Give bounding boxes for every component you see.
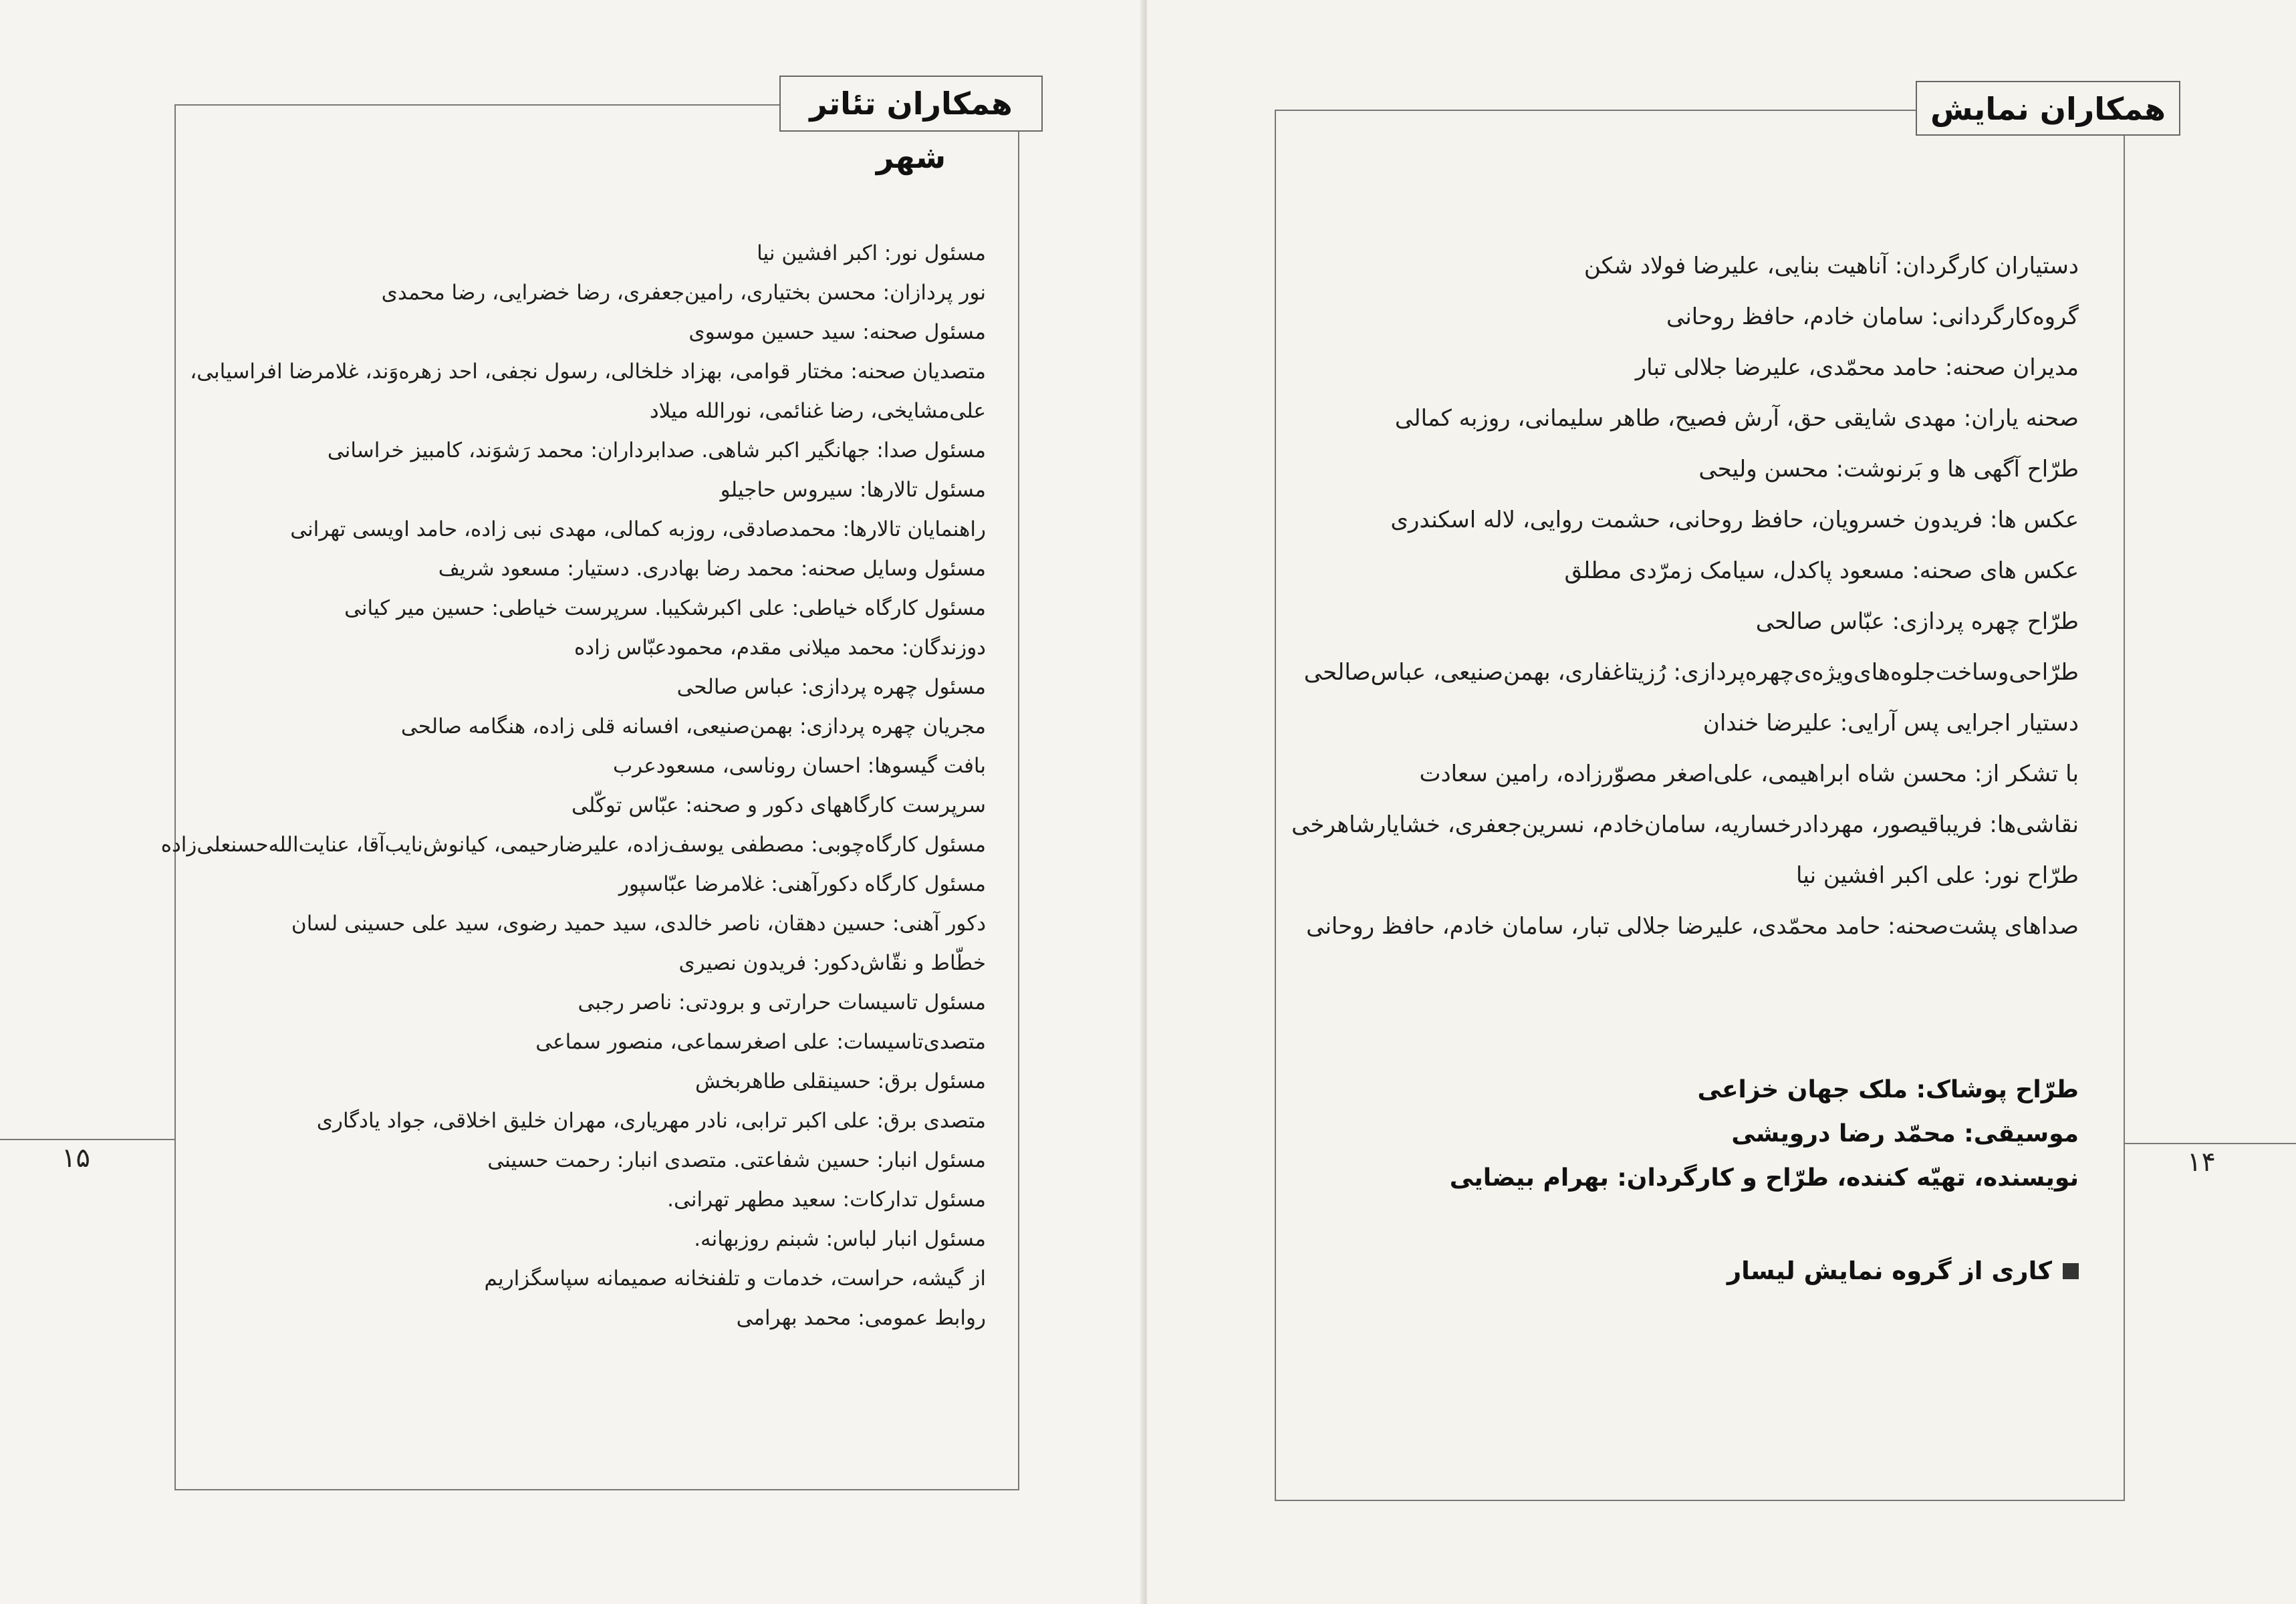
credit-line: مسئول نور: اکبر افشین نیا (757, 241, 986, 265)
credit-line: مسئول صدا: جهانگیر اکبر شاهی. صدابرداران: محمد رَشوَند، کامبیز خراسانی (327, 438, 986, 462)
credit-line: گروه‌کارگردانی: سامان خادم، حافظ روحانی (1666, 303, 2079, 330)
credit-line: مسئول صحنه: سید حسین موسوی (688, 320, 986, 344)
right-credits-list (1291, 241, 2079, 952)
credit-line: راهنمایان تالارها: محمدصادقی، روزبه کمالی، مهدی نبی زاده، حامد اویسی تهرانی (290, 517, 986, 541)
credit-line: مسئول کارگاه‌چوبی: مصطفی یوسف‌زاده، علیرضارحیمی، کیانوش‌نایب‌آقا، عنایت‌الله‌حسنعلی‌زاده (160, 833, 986, 857)
credit-line: نقاشی‌ها: فریباقیصور، مهرداد‌رخساریه، سامان‌خادم، نسرین‌جعفری، خشایارشاهرخی (1291, 811, 2079, 838)
left-page-number-rule (0, 1139, 174, 1140)
left-credits-list (160, 234, 986, 1338)
black-square-icon (2063, 1263, 2079, 1279)
left-page (0, 0, 1144, 1604)
credit-line: بافت گیسوها: احسان روناسی، مسعودعرب (612, 754, 986, 778)
credit-line: مسئول کارگاه دکورآهنی: غلامرضا عبّاسپور (618, 872, 986, 896)
credit-line: مسئول برق: حسینقلی طاهربخش (695, 1069, 986, 1093)
right-page-number-rule (2125, 1143, 2296, 1144)
credit-line: طرّاح چهره پردازی: عبّاس صالحی (1755, 608, 2079, 635)
credit-line: مسئول انبار: حسین شفاعتی. متصدی انبار: رحمت حسینی (487, 1148, 986, 1172)
credit-line: عکس های صحنه: مسعود پاکدل، سیامک زمرّدی مطلق (1564, 557, 2079, 584)
credit-line: سرپرست کارگاههای دکور و صحنه: عبّاس توکّلی (571, 793, 986, 817)
credit-line: طرّاح آگهی ها و بَرنوشت: محسن ولیحی (1698, 456, 2079, 483)
credit-line: مسئول انبار لباس: شبنم روزبهانه. (694, 1227, 986, 1251)
credit-line: مجریان چهره پردازی: بهمن‌صنیعی، افسانه قلی زاده، هنگامه صالحی (400, 714, 986, 739)
credit-line: دکور آهنی: حسین دهقان، ناصر خالدی، سید حمید رضوی، سید علی حسینی لسان (291, 912, 986, 936)
credit-line: مسئول کارگاه خیاطی: علی اکبرشکیبا. سرپرست خیاطی: حسین میر کیانی (344, 596, 986, 620)
credit-line: مسئول چهره پردازی: عباس صالحی (676, 675, 986, 699)
left-page-number: ۱۵ (61, 1143, 90, 1174)
credit-line: مسئول تدارکات: سعید مطهر تهرانی. (667, 1188, 986, 1212)
credit-line: نور پردازان: محسن بختیاری، رامین‌جعفری، رضا خضرایی، رضا محمدی (381, 281, 986, 305)
credit-line: مسئول وسایل صحنه: محمد رضا بهادری. دستیار: مسعود شریف (438, 557, 986, 581)
music-credit: موسیقی: محمّد رضا درویشی (1731, 1120, 2079, 1148)
credit-line: مسئول تالارها: سیروس حاجیلو (720, 478, 986, 502)
credit-line: دوزندگان: محمد میلانی مقدم، محمودعبّاس زاده (574, 636, 986, 660)
credit-line: دستیار اجرایی پس آرایی: علیرضا خندان (1702, 710, 2079, 737)
credit-line: عکس ها: فریدون خسرویان، حافظ روحانی، حشمت روایی، لاله اسکندری (1390, 507, 2079, 533)
credit-line: روابط عمومی: محمد بهرامی (736, 1306, 986, 1330)
left-page-title: همکاران تئاتر شهر (779, 76, 1043, 132)
credit-line: مدیران صحنه: حامد محمّدی، علیرضا جلالی تبار (1635, 354, 2079, 381)
director-credit: نویسنده، تهیّه کننده، طرّاح و کارگردان: بهرام بیضایی (1449, 1164, 2079, 1192)
credit-line: طرّاحی‌وساخت‌جلوه‌های‌ویژه‌ی‌چهره‌پردازی: رُزیتاغفاری، بهمن‌صنیعی، عباس‌صالحی (1303, 659, 2079, 686)
credit-line: خطّاط و نقّاش‌دکور: فریدون نصیری (678, 951, 986, 975)
credit-line: صداهای پشت‌صحنه: حامد محمّدی، علیرضا جلالی تبار، سامان خادم، حافظ روحانی (1306, 913, 2079, 940)
production-group-text: کاری از گروه نمایش لیسار (1727, 1256, 2052, 1285)
credit-line: از گیشه، حراست، خدمات و تلفنخانه صمیمانه سپاسگزاریم (484, 1266, 986, 1291)
credit-line: صحنه یاران: مهدی شایقی حق، آرش فصیح، طاهر سلیمانی، روزبه کمالی (1394, 405, 2079, 432)
right-page-title: همکاران نمایش (1916, 81, 2180, 136)
credit-line: متصدی‌تاسیسات: علی اصغرسماعی، منصور سماعی (535, 1030, 986, 1054)
credit-line: با تشکر از: محسن شاه ابراهیمی، علی‌اصغر مصوّرزاده، رامین سعادت (1419, 761, 2079, 787)
credit-line: متصدیان صحنه: مختار قوامی، بهزاد خلخالی، رسول نجفی، احد زهره‌وَند، غلامرضا افراسیابی، (190, 360, 986, 384)
credit-line: دستیاران کارگردان: آناهیت بنایی، علیرضا فولاد شکن (1583, 253, 2079, 279)
costume-designer-credit: طرّاح پوشاک: ملک جهان خزاعی (1697, 1076, 2079, 1103)
credit-line: مسئول تاسیسات حرارتی و برودتی: ناصر رجبی (578, 990, 986, 1015)
main-credits (1310, 1068, 2079, 1200)
production-group-line (1727, 1256, 2079, 1285)
credit-line: طرّاح نور: علی اکبر افشین نیا (1796, 862, 2079, 889)
credit-line: متصدی برق: علی اکبر ترابی، نادر مهریاری، مهران خلیق اخلاقی، جواد یادگاری (316, 1109, 986, 1133)
credit-line: علی‌مشایخی، رضا غنائمی، نورالله میلاد (649, 399, 986, 423)
right-page-number: ۱۴ (2187, 1147, 2216, 1178)
